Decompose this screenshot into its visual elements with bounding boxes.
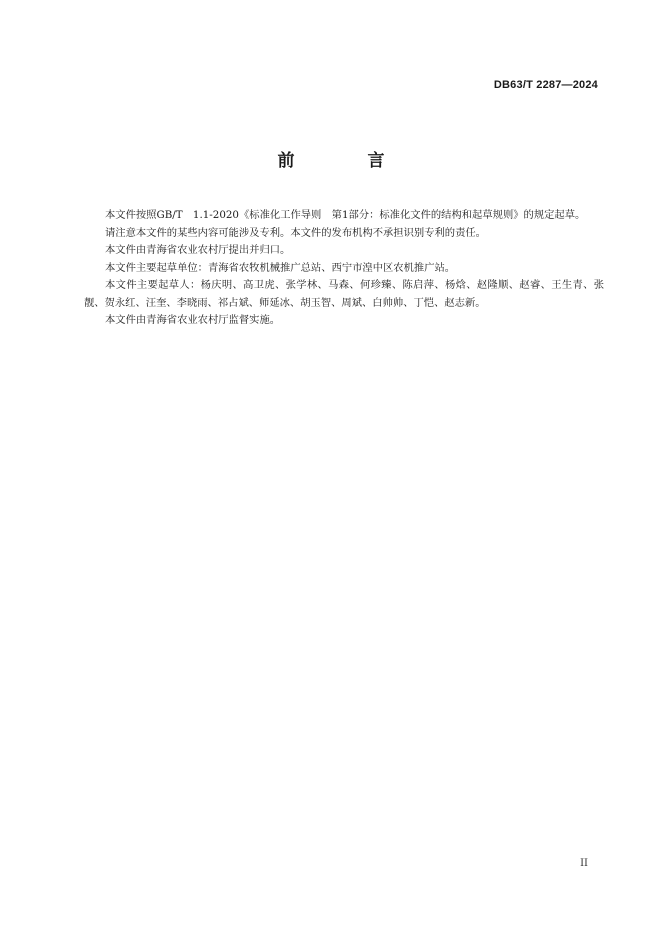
paragraph-proposer: 本文件由青海省农业农村厅提出并归口。 <box>105 244 291 256</box>
paragraph-standard-basis: 本文件按照GB/T 1.1-2020《标准化工作导则 第1部分：标准化文件的结构和起草规则》的规定起草。 <box>105 209 586 221</box>
page-title: 前 言 <box>277 151 413 171</box>
paragraph-drafters: 本文件主要起草人：杨庆明、高卫虎、张学林、马森、何珍臻、陈启萍、杨焓、赵隆顺、赵睿、王生青、张靓、贺永红、汪奎、李晓雨、祁占斌、师延冰、胡玉智、周斌、白帅帅、丁恺、赵志新。 <box>84 279 604 309</box>
foreword-body <box>84 207 604 330</box>
page-number: II <box>580 858 588 869</box>
document-code: DB63/T 2287—2024 <box>493 79 598 91</box>
paragraph-drafting-units: 本文件主要起草单位：青海省农牧机械推广总站、西宁市湟中区农机推广站。 <box>105 261 456 274</box>
paragraph-supervision: 本文件由青海省农业农村厅监督实施。 <box>105 314 281 326</box>
paragraph-patent-notice: 请注意本文件的某些内容可能涉及专利。本文件的发布机构不承担识别专利的责任。 <box>105 226 486 239</box>
